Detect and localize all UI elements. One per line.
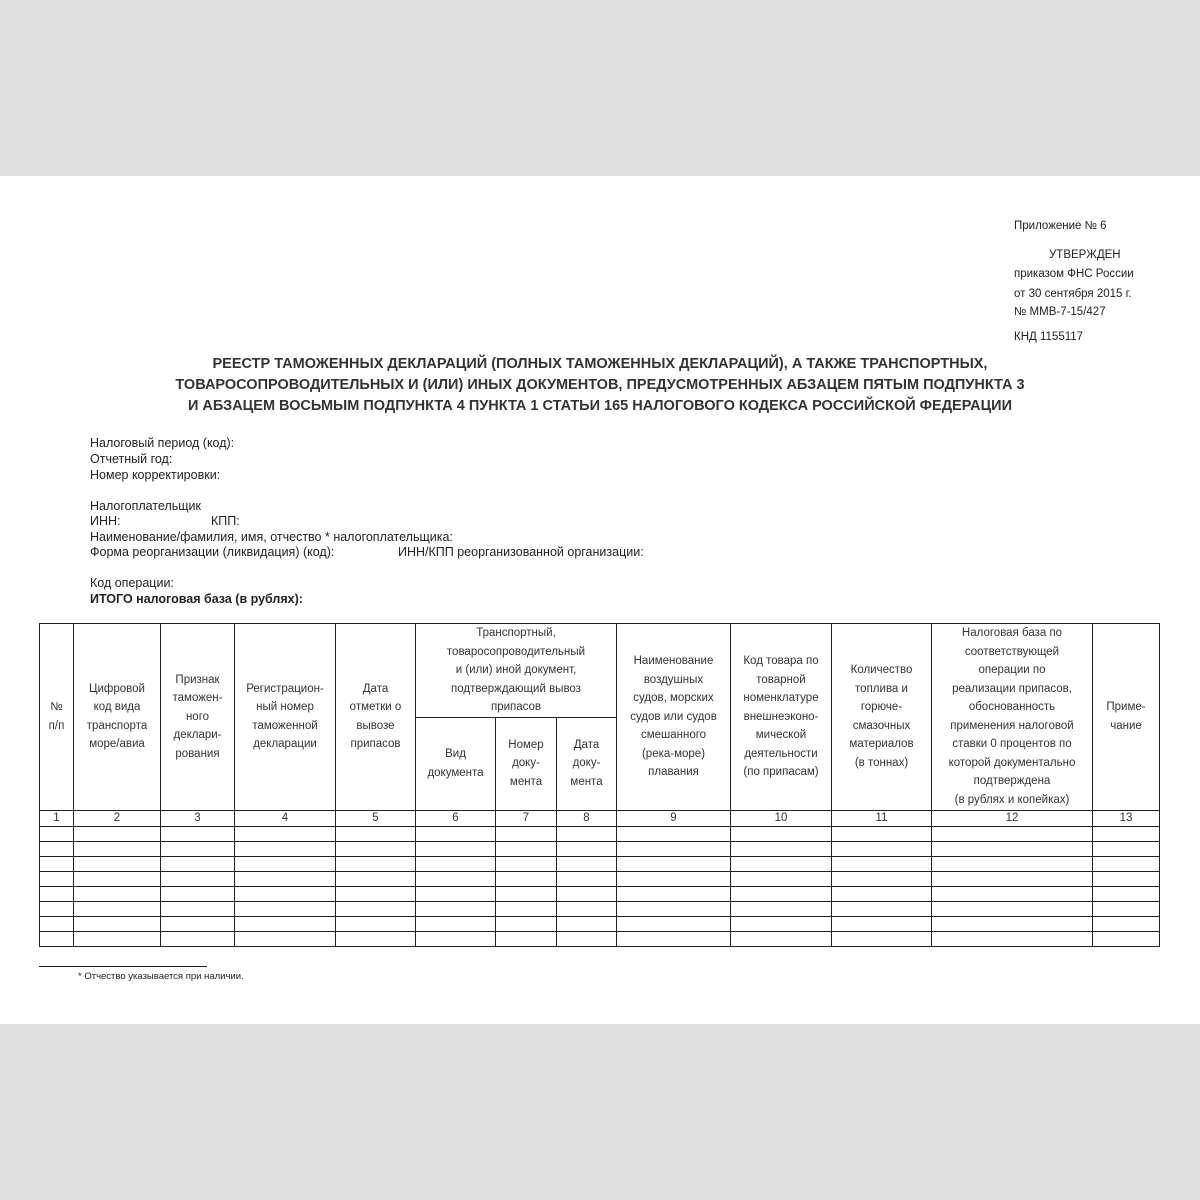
table-cell xyxy=(731,856,832,871)
table-cell xyxy=(617,856,731,871)
table-cell xyxy=(161,856,235,871)
table-cell xyxy=(40,871,74,886)
table-cell xyxy=(557,916,617,931)
column-number: 4 xyxy=(235,810,336,826)
table-row xyxy=(40,931,1160,946)
table-cell xyxy=(932,901,1093,916)
col-header-row-number: № п/п xyxy=(40,624,74,811)
field-reorg-form: Форма реорганизации (ликвидация) (код): xyxy=(90,545,335,559)
column-number: 8 xyxy=(557,810,617,826)
column-number: 11 xyxy=(832,810,932,826)
table-cell xyxy=(336,871,416,886)
table-cell xyxy=(1093,841,1160,856)
table-cell xyxy=(832,841,932,856)
order-line-3: № ММВ-7-15/427 xyxy=(1014,306,1106,318)
col-header-tax-base: Налоговая база по соответствующей операции по реализации припасов, обоснованность применения налоговой ставки 0 процентов по которой документально подтверждена (в рублях и копейках) xyxy=(932,624,1093,811)
column-number: 10 xyxy=(731,810,832,826)
table-cell xyxy=(557,856,617,871)
table-cell xyxy=(161,841,235,856)
field-inn: ИНН: xyxy=(90,514,121,528)
table-cell xyxy=(336,841,416,856)
table-cell xyxy=(832,826,932,841)
table-cell xyxy=(557,886,617,901)
table-cell xyxy=(416,886,496,901)
col-header-registration-number: Регистрацион- ный номер таможенной декларации xyxy=(235,624,336,811)
column-number: 12 xyxy=(932,810,1093,826)
table-cell xyxy=(731,826,832,841)
table-cell xyxy=(496,856,557,871)
title-line-2: ТОВАРОСОПРОВОДИТЕЛЬНЫХ И (ИЛИ) ИНЫХ ДОКУМЕНТОВ, ПРЕДУСМОТРЕННЫХ АБЗАЦЕМ ПЯТЫМ ПОДПУНКТА 3 xyxy=(175,377,1025,393)
table-cell xyxy=(731,841,832,856)
table-cell xyxy=(161,871,235,886)
table-cell xyxy=(1093,886,1160,901)
table-cell xyxy=(235,886,336,901)
table-cell xyxy=(496,916,557,931)
table-row xyxy=(40,886,1160,901)
col-header-declaration-sign: Признак таможен- ного деклари- рования xyxy=(161,624,235,811)
table-cell xyxy=(40,901,74,916)
table-cell xyxy=(617,931,731,946)
col-header-fuel-quantity: Количество топлива и горюче- смазочных материалов (в тоннах) xyxy=(832,624,932,811)
table-cell xyxy=(1093,826,1160,841)
order-line-2: от 30 сентября 2015 г. xyxy=(1014,288,1132,300)
column-number: 7 xyxy=(496,810,557,826)
table-row xyxy=(40,856,1160,871)
order-line-1: приказом ФНС России xyxy=(1014,268,1134,280)
table-row xyxy=(40,916,1160,931)
table-cell xyxy=(416,826,496,841)
table-cell xyxy=(161,826,235,841)
col-header-document-type: Вид документа xyxy=(416,717,496,810)
table-cell xyxy=(1093,871,1160,886)
table-cell xyxy=(74,931,161,946)
col-header-transport-code: Цифровой код вида транспорта море/авиа xyxy=(74,624,161,811)
empty-rows xyxy=(40,826,1160,946)
title-line-1: РЕЕСТР ТАМОЖЕННЫХ ДЕКЛАРАЦИЙ (ПОЛНЫХ ТАМОЖЕННЫХ ДЕКЛАРАЦИЙ), А ТАКЖЕ ТРАНСПОРТНЫХ, xyxy=(212,356,988,372)
table-cell xyxy=(617,871,731,886)
table-cell xyxy=(235,826,336,841)
table-cell xyxy=(74,856,161,871)
table-row xyxy=(40,841,1160,856)
table-cell xyxy=(40,856,74,871)
table-cell xyxy=(235,901,336,916)
table-cell xyxy=(161,886,235,901)
field-reorg-inn-kpp: ИНН/КПП реорганизованной организации: xyxy=(398,545,644,559)
table-cell xyxy=(416,871,496,886)
table-cell xyxy=(235,916,336,931)
table-cell xyxy=(557,901,617,916)
table-cell xyxy=(496,901,557,916)
table-cell xyxy=(235,931,336,946)
table-cell xyxy=(617,841,731,856)
table-cell xyxy=(74,826,161,841)
table-row xyxy=(40,871,1160,886)
table-cell xyxy=(161,916,235,931)
table-cell xyxy=(932,931,1093,946)
table-cell xyxy=(731,916,832,931)
table-cell xyxy=(416,916,496,931)
table-cell xyxy=(832,856,932,871)
title-line-3: И АБЗАЦЕМ ВОСЬМЫМ ПОДПУНКТА 4 ПУНКТА 1 СТАТЬИ 165 НАЛОГОВОГО КОДЕКСА РОССИЙСКОЙ ФЕДЕРАЦИИ xyxy=(187,398,1013,414)
table-cell xyxy=(1093,856,1160,871)
table-cell xyxy=(336,916,416,931)
table-cell xyxy=(1093,901,1160,916)
table-cell xyxy=(731,901,832,916)
col-header-document-number: Номер доку- мента xyxy=(496,717,557,810)
table-cell xyxy=(40,886,74,901)
table-cell xyxy=(731,886,832,901)
footnote-divider xyxy=(39,966,207,967)
table-cell xyxy=(496,871,557,886)
field-taxpayer: Налогоплательщик xyxy=(90,499,202,513)
field-tax-period: Налоговый период (код): xyxy=(90,436,235,450)
table-cell xyxy=(74,901,161,916)
table-cell xyxy=(74,841,161,856)
column-number: 13 xyxy=(1093,810,1160,826)
table-cell xyxy=(336,901,416,916)
col-header-export-date: Дата отметки о вывозе припасов xyxy=(336,624,416,811)
field-operation-code: Код операции: xyxy=(90,576,174,590)
col-header-transport-document-group: Транспортный, товаросопроводительный и (или) иной документ, подтверждающий вывоз припасов xyxy=(416,624,617,718)
table-cell xyxy=(832,871,932,886)
table-cell xyxy=(617,826,731,841)
column-number: 6 xyxy=(416,810,496,826)
table-cell xyxy=(496,931,557,946)
knd-code: КНД 1155117 xyxy=(1014,331,1084,343)
table-cell xyxy=(235,856,336,871)
table-cell xyxy=(416,856,496,871)
table-cell xyxy=(161,901,235,916)
approved-label: УТВЕРЖДЕН xyxy=(1049,249,1121,261)
table-cell xyxy=(40,841,74,856)
table-cell xyxy=(74,916,161,931)
appendix-number: Приложение № 6 xyxy=(1014,220,1107,232)
column-number: 3 xyxy=(161,810,235,826)
table-cell xyxy=(416,901,496,916)
field-correction-number: Номер корректировки: xyxy=(90,468,221,482)
table-cell xyxy=(496,826,557,841)
table-cell xyxy=(235,841,336,856)
table-cell xyxy=(617,901,731,916)
table-cell xyxy=(40,931,74,946)
table-cell xyxy=(617,916,731,931)
table-cell xyxy=(1093,916,1160,931)
col-header-commodity-code: Код товара по товарной номенклатуре внешнеэконо- мической деятельности (по припасам) xyxy=(731,624,832,811)
table-cell xyxy=(336,886,416,901)
table-cell xyxy=(557,841,617,856)
table-cell xyxy=(731,871,832,886)
table-cell xyxy=(731,931,832,946)
column-number: 5 xyxy=(336,810,416,826)
column-number: 9 xyxy=(617,810,731,826)
table-cell xyxy=(496,886,557,901)
table-cell xyxy=(161,931,235,946)
col-header-vessel-name: Наименование воздушных судов, морских судов или судов смешанного (река-море) плавания xyxy=(617,624,731,811)
footnote: * Отчество указывается при наличии. xyxy=(78,971,244,982)
table-cell xyxy=(336,826,416,841)
table-cell xyxy=(416,931,496,946)
col-header-note: Приме- чание xyxy=(1093,624,1160,811)
table-cell xyxy=(74,886,161,901)
table-cell xyxy=(932,916,1093,931)
table-cell xyxy=(496,841,557,856)
table-cell xyxy=(557,871,617,886)
table-cell xyxy=(557,931,617,946)
table-cell xyxy=(336,931,416,946)
table-cell xyxy=(40,916,74,931)
table-cell xyxy=(932,856,1093,871)
table-cell xyxy=(617,886,731,901)
field-report-year: Отчетный год: xyxy=(90,452,173,466)
field-kpp: КПП: xyxy=(211,514,240,528)
table-cell xyxy=(40,826,74,841)
field-taxpayer-name: Наименование/фамилия, имя, отчество * налогоплательщика: xyxy=(90,530,453,544)
table-cell xyxy=(932,841,1093,856)
table-cell xyxy=(235,871,336,886)
table-cell xyxy=(336,856,416,871)
table-cell xyxy=(832,886,932,901)
table-cell xyxy=(557,826,617,841)
table-cell xyxy=(416,841,496,856)
column-number: 2 xyxy=(74,810,161,826)
table-cell xyxy=(832,931,932,946)
table-cell xyxy=(1093,931,1160,946)
table-cell xyxy=(932,886,1093,901)
document-title xyxy=(130,354,1070,417)
table-cell xyxy=(932,826,1093,841)
column-numbers-row xyxy=(40,810,1160,826)
column-number: 1 xyxy=(40,810,74,826)
table-cell xyxy=(832,901,932,916)
table-row xyxy=(40,901,1160,916)
table-cell xyxy=(832,916,932,931)
col-header-document-date: Дата доку- мента xyxy=(557,717,617,810)
table-cell xyxy=(74,871,161,886)
register-table xyxy=(39,623,1160,947)
table-row xyxy=(40,826,1160,841)
field-total-tax-base: ИТОГО налоговая база (в рублях): xyxy=(90,592,303,606)
table-cell xyxy=(932,871,1093,886)
